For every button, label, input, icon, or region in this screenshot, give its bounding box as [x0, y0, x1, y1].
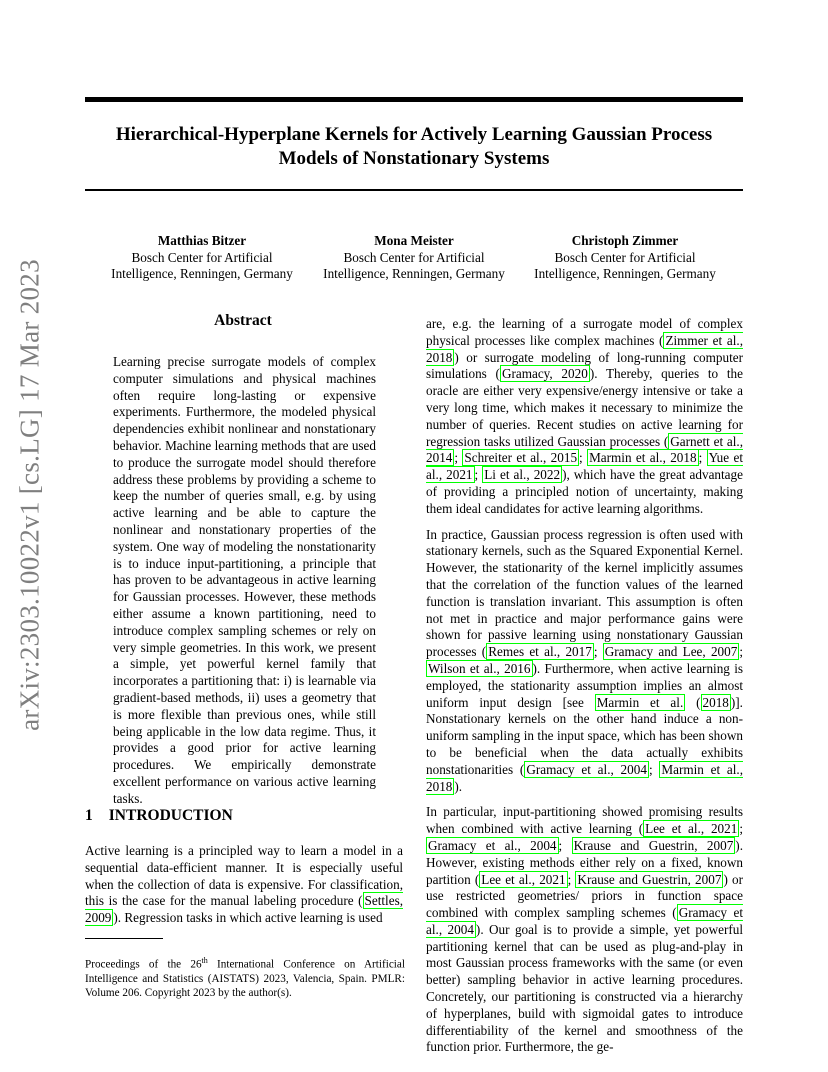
arxiv-sidebar-stamp	[10, 259, 50, 731]
text-run: ). However, existing methods either rely on a fixed, known partition (	[426, 837, 743, 887]
section-title: INTRODUCTION	[108, 807, 233, 824]
text-run: Active learning is a principled way to learn a model in a sequential data-efficient manner. It is especially useful when the collection of data is expensive. For classification, this is the case for the manual labeling procedure (	[85, 843, 403, 909]
author-affiliation: Intelligence, Renningen, Germany	[534, 266, 716, 281]
text-run: International Conference on Artificial Intelligence and Statistics (AISTATS) 2023, Valencia, Spain. PMLR: Volume 206. Copyright 2023 by the author(s).	[85, 958, 405, 1000]
author-affiliation: Intelligence, Renningen, Germany	[323, 266, 505, 281]
abstract-heading: Abstract	[214, 312, 272, 329]
citation-link[interactable]: Li et al., 2022	[484, 467, 561, 483]
citation-link[interactable]: Marmin et al.	[596, 694, 684, 710]
citation-link[interactable]: Gramacy et al., 2004	[428, 837, 557, 853]
text-run: ). Thereby, queries to the oracle are either very expensive/energy intensive or take a very long time, which makes it necessary to minimize the number of queries. Recent studies on active learning for regression tasks utilized Gaussian processes (	[426, 366, 743, 449]
author-affiliation: Intelligence, Renningen, Germany	[111, 266, 293, 281]
citation-link[interactable]: Yue et al., 2021	[426, 450, 743, 483]
citation-link[interactable]: Gramacy and Lee, 2007	[604, 644, 738, 660]
citation-link[interactable]: Garnett et al., 2014	[426, 433, 744, 466]
text-run: ), which have the great advantage of providing a principled notion of uncertainty, making them ideal candidates for active learning algorithms.	[426, 467, 743, 516]
text-run: are, e.g. the learning of a surrogate model of complex physical processes like complex machines (	[426, 316, 743, 348]
text-run: ;	[579, 450, 588, 466]
text-run: In practice, Gaussian process regression is often used with stationary kernels, such as the Squared Exponential Kernel. However, the stationarity of the kernel implicitly assumes that the correlation of the function values of the learned function is translation invariant. This assumption is often not met in practice and major performance gains were shown for passive learning using nonstationary Gaussian processes (	[426, 526, 743, 660]
citation-link[interactable]: Lee et al., 2021	[645, 821, 738, 837]
paper-title-line-1: Hierarchical-Hyperplane Kernels for Actively Learning Gaussian Process	[115, 124, 713, 145]
text-run: ;	[739, 821, 744, 837]
citation-link[interactable]: Gramacy et al., 2004	[526, 761, 647, 777]
text-run: ). Furthermore, when active learning is employed, the stationarity assumption implies an almost uniform input design [see	[426, 660, 743, 710]
text-run: ) or surrogate modeling of long-running computer simulations (	[426, 349, 743, 382]
text-run: Proceedings of the 26	[85, 958, 202, 971]
text-run: ) or use restricted geometries/ priors in function space combined with complex sampling schemes (	[426, 871, 743, 921]
text-run: ).	[454, 778, 463, 794]
text-run: ;	[558, 837, 572, 853]
author-affiliation: Bosch Center for Artificial	[131, 249, 273, 265]
author-name: Mona Meister	[374, 233, 454, 248]
citation-link[interactable]: Schreiter et al., 2015	[464, 450, 578, 466]
footnote-proceedings	[85, 954, 405, 1000]
author-2	[299, 233, 529, 283]
text-run: ). Our goal is to provide a simple, yet powerful partitioning kernel that can be used as plug-and-play in most Gaussian process frameworks with the same (or even better) sampling behavior in active learning procedures. Concretely, our partitioning is constructed via a hierarchy of hyperplanes, build with sigmoidal gates to introduce differentiability of the kernel and smoothness of the function prior. Furthermore, the ge-	[426, 921, 743, 1055]
text-run: (	[685, 694, 701, 710]
text-run: ). Regression tasks in which active learning is used	[113, 910, 383, 926]
section-heading-introduction	[85, 807, 233, 825]
title-top-rule	[85, 97, 743, 102]
citation-link[interactable]: Krause and Guestrin, 2007	[573, 837, 734, 853]
author-1	[87, 233, 317, 283]
section-number: 1	[85, 807, 93, 824]
citation-link[interactable]: 2018	[702, 694, 729, 710]
footnote-rule	[85, 938, 163, 939]
citation-link[interactable]: Krause and Guestrin, 2007	[577, 871, 722, 887]
body-paragraph-1	[426, 316, 743, 518]
body-paragraph-2	[426, 527, 743, 796]
body-paragraph-3	[426, 804, 743, 1056]
intro-paragraph	[85, 843, 403, 927]
text-run: In particular, input-partitioning showed promising results when combined with active learning (	[426, 804, 743, 837]
text-run: ;	[698, 450, 707, 466]
citation-link[interactable]: Wilson et al., 2016	[428, 660, 531, 676]
abstract-text: Learning precise surrogate models of complex computer simulations and physical machines often require long-lasting or expensive experiments. Furthermore, the modeled physical dependencies exhibit nonlinear and nonstationary behavior. Machine learning methods that are used to produce the surrogate model should therefore address these problems by providing a scheme to keep the number of queries small, e.g. by using active learning and be able to capture the nonlinear and nonstationary properties of the system. One way of modeling the nonstationarity is to induce input-partitioning, a principle that has proven to be advantageous in active learning for Gaussian processes. However, these methods either assume a known partitioning, need to introduce complex sampling schemes or rely on very simple geometries. In this work, we present a simple, yet powerful kernel family that incorporates a partitioning that: i) is learnable via gradient-based methods, ii) uses a geometry that is more flexible than previous ones, while still being applicable in the low data regime. Thus, it provides a good prior for active learning procedures. We empirically demonstrate excellent performance on various active learning tasks.	[113, 354, 376, 806]
citation-link[interactable]: Zimmer et al., 2018	[426, 332, 743, 365]
author-3	[510, 233, 740, 283]
title-bottom-rule	[85, 189, 743, 191]
citation-link[interactable]: Marmin et al., 2018	[589, 450, 697, 466]
paper-title	[85, 123, 743, 171]
author-name: Matthias Bitzer	[157, 233, 247, 248]
footnote-superscript: th	[201, 956, 208, 965]
paper-title-line-2: Models of Nonstationary Systems	[278, 148, 550, 169]
author-affiliation: Bosch Center for Artificial	[343, 249, 485, 265]
author-name: Christoph Zimmer	[571, 233, 679, 248]
text-run: ;	[648, 761, 660, 777]
citation-link[interactable]: Remes et al., 2017	[488, 644, 592, 660]
text-run: ;	[567, 871, 576, 887]
citation-link[interactable]: Gramacy et al., 2004	[426, 905, 744, 937]
right-column	[426, 316, 743, 1065]
text-run: ;	[474, 467, 483, 483]
text-run: ;	[593, 644, 603, 660]
text-run: ;	[454, 450, 463, 466]
text-run: ;	[739, 644, 743, 660]
citation-link[interactable]: Settles, 2009	[85, 893, 403, 926]
citation-link[interactable]: Marmin et al., 2018	[426, 761, 743, 794]
citation-link[interactable]: Gramacy, 2020	[501, 366, 588, 382]
arxiv-identifier: arXiv:2303.10022v1 [cs.LG] 17 Mar 2023	[14, 259, 45, 731]
citation-link[interactable]: Lee et al., 2021	[481, 871, 566, 887]
text-run: )]. Nonstationary kernels on the other hand induce a non-uniform sampling in the input space, which has been shown to be beneficial when the data actually exhibits nonstationarities (	[426, 694, 743, 777]
author-affiliation: Bosch Center for Artificial	[554, 249, 696, 265]
